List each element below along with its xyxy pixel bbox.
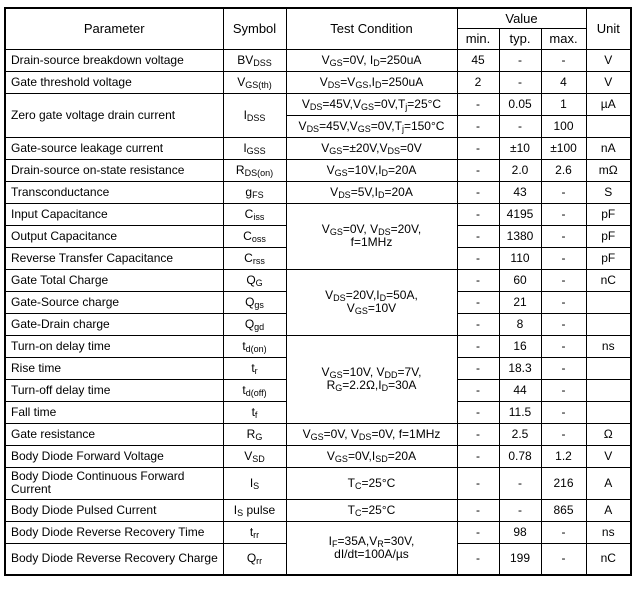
table-row bbox=[5, 159, 631, 181]
cell-condition: $I_F=35A,V_R=30V$, dI/dt=100A/µs bbox=[286, 521, 457, 575]
table-row bbox=[5, 445, 631, 467]
cell-typ: 98 bbox=[499, 521, 541, 543]
cell-symbol: $t_{d(on)}$ bbox=[223, 335, 286, 357]
cell-max: - bbox=[541, 423, 586, 445]
cell-parameter: Gate-Drain charge bbox=[5, 313, 223, 335]
cell-max: - bbox=[541, 379, 586, 401]
cell-unit: A bbox=[586, 499, 631, 521]
cell-condition: $T_C=25^\circ C$ bbox=[286, 467, 457, 499]
cell-max: - bbox=[541, 49, 586, 71]
col-header-typ: typ. bbox=[499, 28, 541, 49]
cell-min: - bbox=[457, 499, 499, 521]
cell-typ: 4195 bbox=[499, 203, 541, 225]
cell-typ: 11.5 bbox=[499, 401, 541, 423]
test-conditions-note bbox=[0, 0, 629, 7]
cell-min: - bbox=[457, 181, 499, 203]
cell-symbol: $g_{FS}$ bbox=[223, 181, 286, 203]
cell-typ: 0.78 bbox=[499, 445, 541, 467]
table-row bbox=[5, 521, 631, 543]
cell-symbol: $I_S$ bbox=[223, 467, 286, 499]
cell-unit: S bbox=[586, 181, 631, 203]
cell-max: 1.2 bbox=[541, 445, 586, 467]
cell-max: 1 bbox=[541, 93, 586, 115]
cell-condition: $V_{GS}=0V$, $I_D=250uA$ bbox=[286, 49, 457, 71]
cell-symbol: $C_{oss}$ bbox=[223, 225, 286, 247]
cell-max: 100 bbox=[541, 115, 586, 137]
cell-symbol: $BV_{DSS}$ bbox=[223, 49, 286, 71]
cell-condition: $V_{DS}=45V,V_{GS}=0V,T_j=150^\circ C$ bbox=[286, 115, 457, 137]
cell-min: - bbox=[457, 445, 499, 467]
cell-min: - bbox=[457, 313, 499, 335]
cell-unit bbox=[586, 291, 631, 313]
cell-min: - bbox=[457, 467, 499, 499]
cell-symbol: $Q_{gs}$ bbox=[223, 291, 286, 313]
cell-min: - bbox=[457, 269, 499, 291]
cell-condition: $V_{GS}=10V$, $V_{DD}=7V$, $R_G=2.2\Omega,I_D=30A$ bbox=[286, 335, 457, 423]
cell-unit: pF bbox=[586, 203, 631, 225]
cell-parameter: Drain-source on-state resistance bbox=[5, 159, 223, 181]
table-row bbox=[5, 269, 631, 291]
cell-typ: - bbox=[499, 499, 541, 521]
cell-typ: 0.05 bbox=[499, 93, 541, 115]
cell-unit: mΩ bbox=[586, 159, 631, 181]
cell-min: - bbox=[457, 401, 499, 423]
cell-unit: nC bbox=[586, 269, 631, 291]
cell-typ: 8 bbox=[499, 313, 541, 335]
table-row bbox=[5, 49, 631, 71]
cell-parameter: Reverse Transfer Capacitance bbox=[5, 247, 223, 269]
table-row bbox=[5, 335, 631, 357]
cell-min: - bbox=[457, 137, 499, 159]
table-row bbox=[5, 93, 631, 115]
cell-parameter: Gate threshold voltage bbox=[5, 71, 223, 93]
cell-symbol: $Q_{rr}$ bbox=[223, 543, 286, 575]
cell-min: 2 bbox=[457, 71, 499, 93]
cell-symbol: $Q_{gd}$ bbox=[223, 313, 286, 335]
cell-unit: A bbox=[586, 467, 631, 499]
cell-typ: 44 bbox=[499, 379, 541, 401]
cell-max: ±100 bbox=[541, 137, 586, 159]
col-header-unit: Unit bbox=[586, 8, 631, 49]
cell-unit: ns bbox=[586, 335, 631, 357]
table-row bbox=[5, 137, 631, 159]
cell-unit: V bbox=[586, 445, 631, 467]
cell-symbol: $I_S$ pulse bbox=[223, 499, 286, 521]
cell-symbol: $R_{DS(on)}$ bbox=[223, 159, 286, 181]
cell-parameter: Drain-source breakdown voltage bbox=[5, 49, 223, 71]
cell-parameter: Body Diode Continuous Forward Current bbox=[5, 467, 223, 499]
col-header-value: Value bbox=[457, 8, 586, 28]
cell-unit: nC bbox=[586, 543, 631, 575]
cell-unit: V bbox=[586, 49, 631, 71]
cell-unit: ns bbox=[586, 521, 631, 543]
cell-parameter: Body Diode Pulsed Current bbox=[5, 499, 223, 521]
table-row bbox=[5, 499, 631, 521]
cell-min: - bbox=[457, 225, 499, 247]
cell-parameter: Body Diode Reverse Recovery Charge bbox=[5, 543, 223, 575]
cell-min: - bbox=[457, 115, 499, 137]
cell-symbol: $C_{rss}$ bbox=[223, 247, 286, 269]
cell-symbol: $V_{SD}$ bbox=[223, 445, 286, 467]
cell-condition: $V_{DS}=20V,I_D=50A$, $V_{GS}=10V$ bbox=[286, 269, 457, 335]
cell-unit: µA bbox=[586, 93, 631, 115]
cell-max: - bbox=[541, 335, 586, 357]
cell-unit: pF bbox=[586, 225, 631, 247]
cell-parameter: Rise time bbox=[5, 357, 223, 379]
cell-symbol: $R_G$ bbox=[223, 423, 286, 445]
cell-typ: 21 bbox=[499, 291, 541, 313]
cell-min: - bbox=[457, 521, 499, 543]
cell-parameter: Turn-on delay time bbox=[5, 335, 223, 357]
cell-min: - bbox=[457, 247, 499, 269]
cell-min: - bbox=[457, 543, 499, 575]
electrical-characteristics-table bbox=[4, 7, 632, 576]
cell-unit: nA bbox=[586, 137, 631, 159]
cell-parameter: Fall time bbox=[5, 401, 223, 423]
table-row bbox=[5, 423, 631, 445]
cell-min: - bbox=[457, 93, 499, 115]
cell-min: - bbox=[457, 357, 499, 379]
col-header-symbol: Symbol bbox=[223, 8, 286, 49]
cell-min: - bbox=[457, 423, 499, 445]
cell-condition: $V_{DS}=5V,I_D=20A$ bbox=[286, 181, 457, 203]
cell-min: - bbox=[457, 159, 499, 181]
cell-parameter: Gate resistance bbox=[5, 423, 223, 445]
cell-typ: 16 bbox=[499, 335, 541, 357]
cell-unit bbox=[586, 313, 631, 335]
cell-condition: $V_{GS}=0V$, $V_{DS}=0V$, f=1MHz bbox=[286, 423, 457, 445]
cell-max: 2.6 bbox=[541, 159, 586, 181]
cell-max: - bbox=[541, 269, 586, 291]
cell-min: 45 bbox=[457, 49, 499, 71]
cell-max: - bbox=[541, 313, 586, 335]
cell-parameter: Output Capacitance bbox=[5, 225, 223, 247]
cell-condition: $T_C=25^\circ C$ bbox=[286, 499, 457, 521]
cell-parameter: Body Diode Reverse Recovery Time bbox=[5, 521, 223, 543]
cell-condition: $V_{DS}=45V,V_{GS}=0V,T_j=25^\circ C$ bbox=[286, 93, 457, 115]
cell-symbol: $Q_G$ bbox=[223, 269, 286, 291]
cell-parameter: Gate-Source charge bbox=[5, 291, 223, 313]
table-body bbox=[5, 49, 631, 575]
cell-unit bbox=[586, 115, 631, 137]
col-header-max: max. bbox=[541, 28, 586, 49]
cell-typ: 110 bbox=[499, 247, 541, 269]
cell-parameter: Gate Total Charge bbox=[5, 269, 223, 291]
cell-unit bbox=[586, 401, 631, 423]
cell-typ: 60 bbox=[499, 269, 541, 291]
cell-symbol: $t_{d(off)}$ bbox=[223, 379, 286, 401]
cell-max: - bbox=[541, 401, 586, 423]
cell-max: - bbox=[541, 543, 586, 575]
table-row bbox=[5, 181, 631, 203]
cell-max: - bbox=[541, 247, 586, 269]
cell-max: - bbox=[541, 521, 586, 543]
cell-parameter: Input Capacitance bbox=[5, 203, 223, 225]
cell-condition: $V_{GS}=10V,I_D=20A$ bbox=[286, 159, 457, 181]
cell-typ: 18.3 bbox=[499, 357, 541, 379]
cell-condition: $V_{DS}=V_{GS},I_D=250uA$ bbox=[286, 71, 457, 93]
cell-condition: $V_{GS}=0V$, $V_{DS}=20V$, f=1MHz bbox=[286, 203, 457, 269]
col-header-min: min. bbox=[457, 28, 499, 49]
cell-parameter: Zero gate voltage drain current bbox=[5, 93, 223, 137]
cell-max: 216 bbox=[541, 467, 586, 499]
cell-typ: - bbox=[499, 467, 541, 499]
cell-condition: $V_{GS}=\pm 20V,V_{DS}=0V$ bbox=[286, 137, 457, 159]
cell-unit: V bbox=[586, 71, 631, 93]
cell-symbol: $C_{iss}$ bbox=[223, 203, 286, 225]
cell-max: - bbox=[541, 181, 586, 203]
cell-symbol: $t_f$ bbox=[223, 401, 286, 423]
cell-min: - bbox=[457, 379, 499, 401]
cell-parameter: Body Diode Forward Voltage bbox=[5, 445, 223, 467]
cell-symbol: $t_{rr}$ bbox=[223, 521, 286, 543]
cell-typ: 43 bbox=[499, 181, 541, 203]
cell-typ: 2.5 bbox=[499, 423, 541, 445]
col-header-parameter: Parameter bbox=[5, 8, 223, 49]
cell-symbol: $I_{GSS}$ bbox=[223, 137, 286, 159]
cell-min: - bbox=[457, 335, 499, 357]
table-row bbox=[5, 71, 631, 93]
cell-parameter: Gate-source leakage current bbox=[5, 137, 223, 159]
cell-typ: 1380 bbox=[499, 225, 541, 247]
cell-min: - bbox=[457, 291, 499, 313]
cell-unit: Ω bbox=[586, 423, 631, 445]
cell-min: - bbox=[457, 203, 499, 225]
cell-symbol: $t_r$ bbox=[223, 357, 286, 379]
cell-typ: - bbox=[499, 49, 541, 71]
header-row-1 bbox=[5, 8, 631, 28]
cell-typ: 2.0 bbox=[499, 159, 541, 181]
cell-typ: - bbox=[499, 115, 541, 137]
cell-unit bbox=[586, 357, 631, 379]
table-row bbox=[5, 203, 631, 225]
cell-typ: - bbox=[499, 71, 541, 93]
cell-condition: $V_{GS}=0V,I_{SD}=20A$ bbox=[286, 445, 457, 467]
cell-typ: ±10 bbox=[499, 137, 541, 159]
col-header-test-condition: Test Condition bbox=[286, 8, 457, 49]
cell-unit bbox=[586, 379, 631, 401]
cell-parameter: Turn-off delay time bbox=[5, 379, 223, 401]
table-header bbox=[5, 8, 631, 49]
table-row bbox=[5, 467, 631, 499]
cell-max: - bbox=[541, 357, 586, 379]
cell-parameter: Transconductance bbox=[5, 181, 223, 203]
cell-symbol: $I_{DSS}$ bbox=[223, 93, 286, 137]
cell-max: - bbox=[541, 203, 586, 225]
cell-unit: pF bbox=[586, 247, 631, 269]
cell-symbol: $V_{GS(th)}$ bbox=[223, 71, 286, 93]
cell-max: 865 bbox=[541, 499, 586, 521]
cell-max: 4 bbox=[541, 71, 586, 93]
cell-max: - bbox=[541, 291, 586, 313]
cell-typ: 199 bbox=[499, 543, 541, 575]
cell-max: - bbox=[541, 225, 586, 247]
